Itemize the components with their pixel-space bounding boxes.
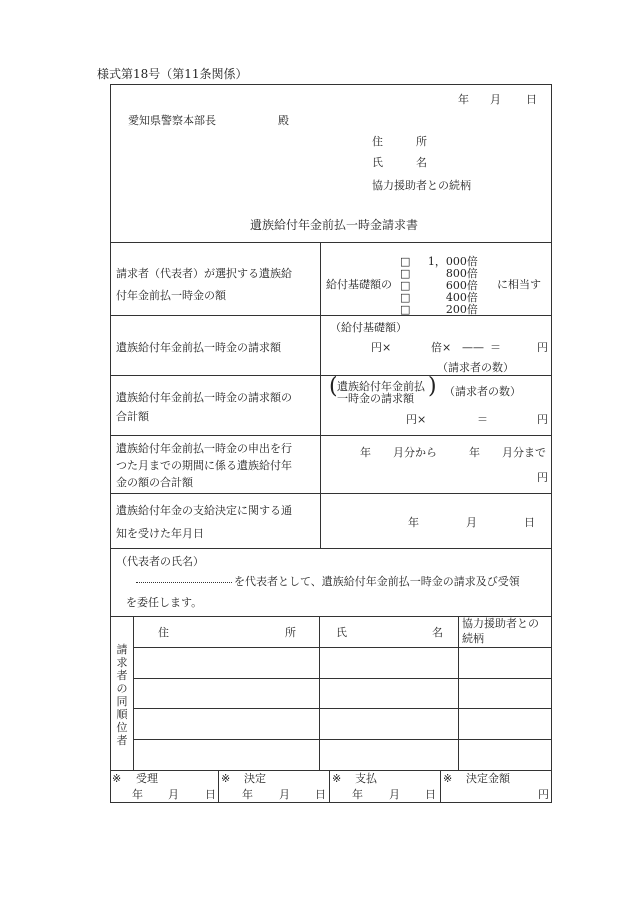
mark-amount: ※ <box>443 772 453 785</box>
period-from: 月分から <box>393 446 437 459</box>
col-name-2: 名 <box>432 626 443 639</box>
notice-month: 月 <box>466 516 477 529</box>
divider <box>329 770 330 803</box>
divider <box>110 315 552 316</box>
page-title: 遺族給付年金前払一時金請求書 <box>250 218 419 232</box>
option-label: 600倍 <box>445 279 478 292</box>
option-label: 200倍 <box>445 303 478 316</box>
paid-day: 日 <box>425 788 436 801</box>
multiplier-option-1000[interactable] <box>400 256 478 267</box>
total-yen-times: 円× <box>406 413 427 426</box>
claim-times: 倍× <box>431 341 452 354</box>
decided-year: 年 <box>242 788 253 801</box>
col-relation: 協力援助者との続柄 <box>462 617 539 645</box>
claim-yen-times: 円× <box>371 341 392 354</box>
total-claim-label-1: 遺族給付年金前払一時金の請求額の <box>116 391 292 404</box>
applicant-address-label: 住 所 <box>372 135 427 148</box>
option-label: 1，000倍 <box>427 255 478 268</box>
divider <box>133 739 552 740</box>
claim-fraction-bar: —— <box>462 341 484 354</box>
decided-month: 月 <box>279 788 290 801</box>
decided-amount-yen: 円 <box>538 788 549 801</box>
received-day: 日 <box>205 788 216 801</box>
total-yen: 円 <box>537 413 548 426</box>
base-amount-label: （給付基礎額） <box>330 321 407 334</box>
divider <box>110 435 552 436</box>
multiplier-option-200[interactable] <box>400 304 478 315</box>
checkbox-icon: □ <box>400 279 411 292</box>
divider <box>133 647 552 648</box>
checkbox-icon: □ <box>400 291 411 304</box>
notice-year: 年 <box>408 516 419 529</box>
claim-amount-label: 遺族給付年金前払一時金の請求額 <box>116 341 281 354</box>
notice-date-label-1: 遺族給付年金の支給決定に関する通 <box>116 504 292 517</box>
addressee-honorific: 殿 <box>278 114 289 127</box>
divider <box>319 616 320 770</box>
received-label: 受理 <box>136 772 158 785</box>
claimants-side-label: 請求者の同順位者 <box>116 643 128 747</box>
option-label: 800倍 <box>445 267 478 280</box>
divider <box>440 770 441 803</box>
amount-choice-suffix: に相当す <box>497 278 541 291</box>
period-total-label-2: つた月までの期間に係る遺族給付年 <box>116 459 292 472</box>
period-total-label-1: 遺族給付年金前払一時金の申出を行 <box>116 442 292 455</box>
total-claimants-label: （請求者の数） <box>444 385 521 398</box>
decided-amount-label: 決定金額 <box>466 772 510 785</box>
multiplier-option-800[interactable] <box>400 268 478 279</box>
divider <box>133 678 552 679</box>
checkbox-icon: □ <box>400 255 411 268</box>
divider <box>110 242 552 243</box>
divider <box>110 548 552 549</box>
notice-day: 日 <box>524 516 535 529</box>
date-month: 月 <box>490 93 501 106</box>
applicant-relation-label: 協力援助者との続柄 <box>372 179 471 192</box>
col-name-1: 氏 <box>336 626 347 639</box>
form-number: 様式第18号（第11条関係） <box>97 67 248 81</box>
claimants-count-label: （請求者の数） <box>437 361 514 374</box>
representative-name-field[interactable] <box>136 582 232 583</box>
claim-equals: ＝ <box>490 341 501 354</box>
multiplier-option-600[interactable] <box>400 280 478 291</box>
amount-choice-label-2: 付年金前払一時金の額 <box>116 289 226 302</box>
period-year-1: 年 <box>360 446 371 459</box>
divider <box>133 708 552 709</box>
mark-decided: ※ <box>221 772 231 785</box>
period-yen: 円 <box>537 471 548 484</box>
divider <box>458 616 459 770</box>
paid-month: 月 <box>389 788 400 801</box>
mark-received: ※ <box>112 772 122 785</box>
mark-paid: ※ <box>332 772 342 785</box>
amount-choice-label-1: 請求者（代表者）が選択する遺族給 <box>116 267 292 280</box>
amount-choice-prefix: 給付基礎額の <box>326 278 392 291</box>
checkbox-icon: □ <box>400 303 411 316</box>
fraction-line-2: 一時金の請求額 <box>337 392 414 405</box>
addressee-name: 愛知県警察本部長 <box>128 114 216 127</box>
checkbox-icon: □ <box>400 267 411 280</box>
divider <box>110 770 552 771</box>
claim-yen: 円 <box>537 341 548 354</box>
representative-label: （代表者の氏名） <box>116 555 204 568</box>
decided-day: 日 <box>315 788 326 801</box>
open-paren: ( <box>329 374 338 399</box>
divider <box>133 616 134 770</box>
close-paren: ) <box>428 374 437 399</box>
multiplier-option-400[interactable] <box>400 292 478 303</box>
period-total-label-3: 金の額の合計額 <box>116 476 193 489</box>
notice-date-label-2: 知を受けた年月日 <box>116 527 204 540</box>
divider <box>110 493 552 494</box>
divider <box>218 770 219 803</box>
col-address-2: 所 <box>285 626 296 639</box>
received-month: 月 <box>168 788 179 801</box>
date-year: 年 <box>458 93 469 106</box>
total-claim-label-2: 合計額 <box>116 410 149 423</box>
option-label: 400倍 <box>445 291 478 304</box>
date-day: 日 <box>526 93 537 106</box>
decided-label: 決定 <box>244 772 266 785</box>
received-year: 年 <box>132 788 143 801</box>
fraction-line-1: 遺族給付年金前払 <box>337 380 425 393</box>
col-address-1: 住 <box>158 626 169 639</box>
period-year-2: 年 <box>469 446 480 459</box>
divider <box>320 242 321 548</box>
paid-year: 年 <box>352 788 363 801</box>
total-equals: ＝ <box>477 413 488 426</box>
period-until: 月分まで <box>502 446 546 459</box>
delegation-text: を代表者として、遺族給付年金前払一時金の請求及び受領 <box>234 575 520 588</box>
delegation-text-2: を委任します。 <box>126 596 203 609</box>
applicant-name-label: 氏 名 <box>372 156 427 169</box>
paid-label: 支払 <box>355 772 377 785</box>
